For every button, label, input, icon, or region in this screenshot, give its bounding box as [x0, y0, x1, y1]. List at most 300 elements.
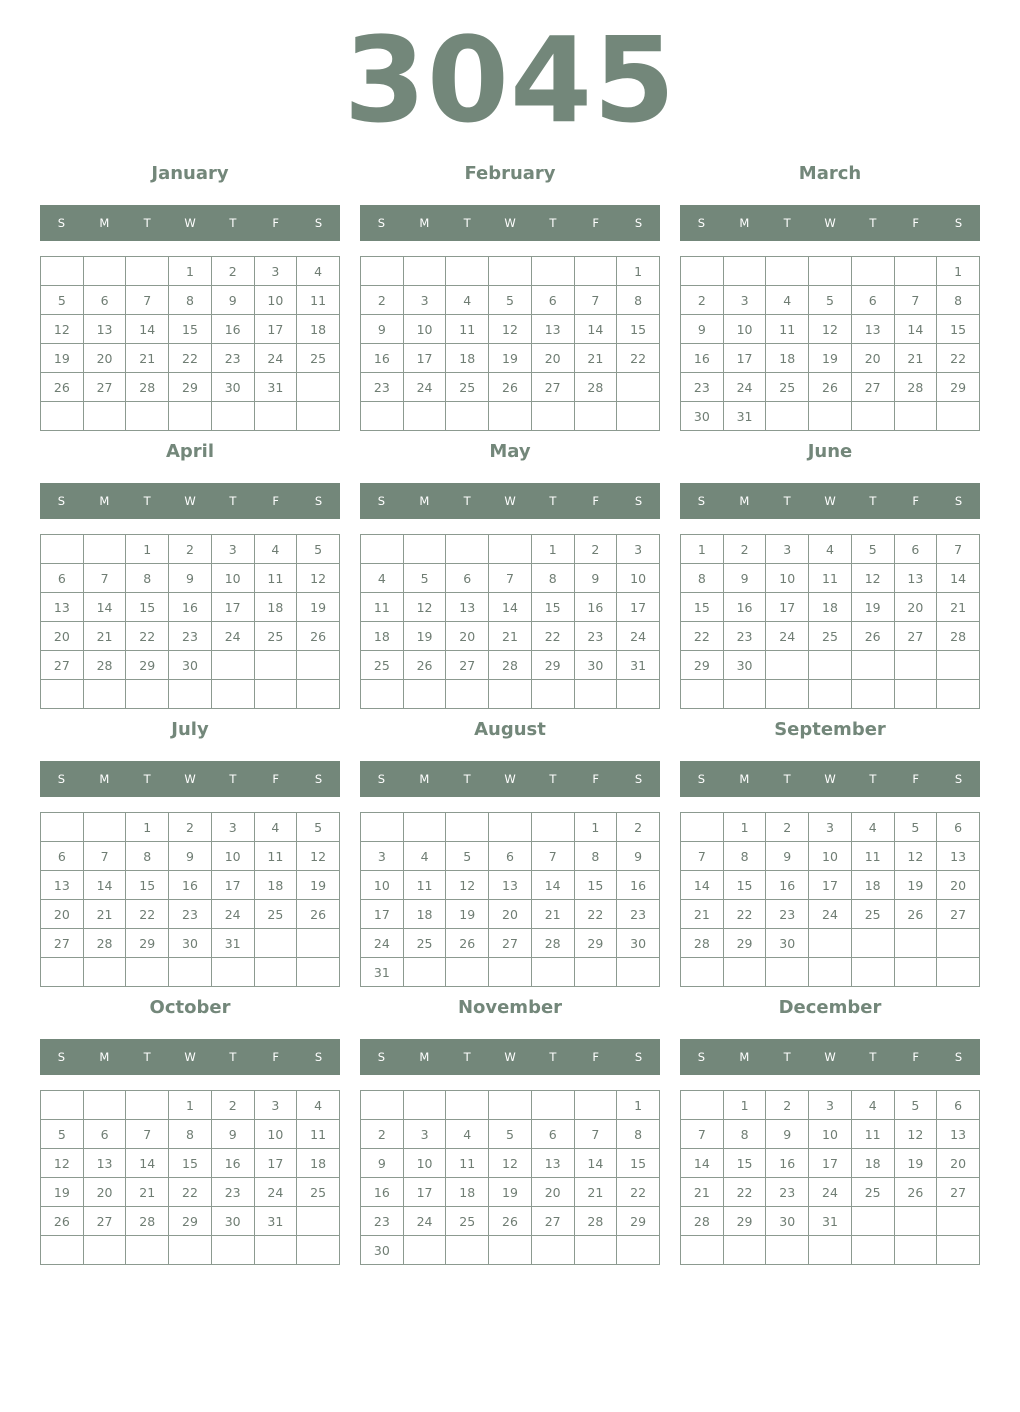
day-cell: 17: [809, 1149, 852, 1178]
week-row: [681, 651, 980, 680]
empty-cell: [403, 402, 446, 431]
empty-cell: [574, 680, 617, 709]
day-cell: 27: [937, 1178, 980, 1207]
month-title: March: [798, 163, 862, 184]
day-cell: 27: [851, 373, 894, 402]
day-cell: 15: [681, 593, 724, 622]
day-cell: 19: [297, 871, 340, 900]
week-row: [41, 564, 340, 593]
day-cell: 21: [681, 900, 724, 929]
day-cell: 15: [169, 1149, 212, 1178]
empty-cell: [297, 373, 340, 402]
empty-cell: [41, 680, 84, 709]
day-cell: 30: [574, 651, 617, 680]
day-cell: 22: [126, 900, 169, 929]
day-cell: 3: [403, 1120, 446, 1149]
weekday-label: W: [824, 216, 836, 230]
empty-cell: [254, 402, 297, 431]
day-cell: 26: [446, 929, 489, 958]
empty-cell: [361, 257, 404, 286]
day-cell: 25: [403, 929, 446, 958]
weekday-label: F: [912, 494, 920, 508]
day-cell: 11: [297, 286, 340, 315]
day-cell: 1: [937, 257, 980, 286]
empty-cell: [254, 1236, 297, 1265]
empty-cell: [446, 1091, 489, 1120]
weekday-label: S: [954, 494, 963, 508]
day-cell: 18: [766, 344, 809, 373]
weekday-label: S: [697, 494, 706, 508]
day-cell: 26: [809, 373, 852, 402]
week-row: [361, 564, 660, 593]
day-cell: 3: [723, 286, 766, 315]
empty-cell: [254, 929, 297, 958]
day-cell: 5: [851, 535, 894, 564]
day-cell: 12: [489, 1149, 532, 1178]
empty-cell: [937, 958, 980, 987]
week-row: [41, 813, 340, 842]
day-cell: 6: [446, 564, 489, 593]
weekday-label: W: [504, 772, 516, 786]
day-cell: 29: [574, 929, 617, 958]
day-cell: 11: [809, 564, 852, 593]
day-cell: 15: [126, 871, 169, 900]
weekday-label: S: [314, 772, 323, 786]
day-cell: 11: [446, 315, 489, 344]
day-cell: 9: [211, 286, 254, 315]
week-row: [41, 344, 340, 373]
day-cell: 3: [403, 286, 446, 315]
day-grid: [360, 534, 660, 709]
empty-cell: [809, 257, 852, 286]
day-cell: 14: [126, 1149, 169, 1178]
day-cell: 20: [41, 622, 84, 651]
weekday-label: S: [57, 216, 66, 230]
weekday-label: T: [549, 494, 557, 508]
day-cell: 4: [254, 535, 297, 564]
day-cell: 6: [489, 842, 532, 871]
day-cell: 3: [809, 813, 852, 842]
weekday-label: M: [419, 494, 430, 508]
empty-cell: [766, 402, 809, 431]
weekday-label: F: [272, 772, 280, 786]
week-row: [361, 373, 660, 402]
day-cell: 23: [211, 344, 254, 373]
day-cell: 22: [617, 344, 660, 373]
empty-cell: [126, 680, 169, 709]
day-cell: 12: [489, 315, 532, 344]
day-cell: 24: [723, 373, 766, 402]
week-row: [361, 1149, 660, 1178]
month-title: September: [774, 719, 886, 740]
day-cell: 8: [126, 564, 169, 593]
day-cell: 26: [489, 373, 532, 402]
weekday-label: S: [57, 1050, 66, 1064]
day-cell: 30: [681, 402, 724, 431]
week-row: [41, 402, 340, 431]
day-cell: 28: [574, 373, 617, 402]
day-cell: 7: [894, 286, 937, 315]
day-cell: 25: [809, 622, 852, 651]
weekday-label: S: [377, 1050, 386, 1064]
weekday-label: S: [377, 216, 386, 230]
day-cell: 28: [83, 929, 126, 958]
day-cell: 28: [126, 1207, 169, 1236]
day-cell: 25: [851, 1178, 894, 1207]
day-cell: 24: [809, 900, 852, 929]
day-cell: 25: [254, 900, 297, 929]
day-cell: 15: [531, 593, 574, 622]
day-cell: 16: [211, 1149, 254, 1178]
day-cell: 20: [531, 344, 574, 373]
empty-cell: [83, 1091, 126, 1120]
empty-cell: [446, 257, 489, 286]
day-cell: 24: [617, 622, 660, 651]
day-cell: 28: [894, 373, 937, 402]
weekday-label: F: [912, 1050, 920, 1064]
day-grid: [680, 812, 980, 987]
month-title: February: [464, 163, 556, 184]
empty-cell: [41, 257, 84, 286]
empty-cell: [41, 813, 84, 842]
empty-cell: [169, 402, 212, 431]
day-cell: 24: [403, 1207, 446, 1236]
week-row: [361, 651, 660, 680]
weekday-label: S: [954, 772, 963, 786]
day-cell: 17: [403, 344, 446, 373]
empty-cell: [211, 1236, 254, 1265]
day-cell: 24: [361, 929, 404, 958]
day-cell: 26: [297, 622, 340, 651]
empty-cell: [489, 402, 532, 431]
week-row: [681, 564, 980, 593]
weekday-label: S: [634, 216, 643, 230]
day-cell: 16: [169, 871, 212, 900]
day-cell: 24: [254, 344, 297, 373]
empty-cell: [723, 257, 766, 286]
week-row: [681, 344, 980, 373]
day-cell: 11: [446, 1149, 489, 1178]
day-cell: 10: [254, 1120, 297, 1149]
empty-cell: [169, 1236, 212, 1265]
empty-cell: [766, 257, 809, 286]
day-cell: 21: [894, 344, 937, 373]
day-cell: 22: [531, 622, 574, 651]
day-cell: 7: [937, 535, 980, 564]
day-cell: 3: [254, 1091, 297, 1120]
day-cell: 13: [937, 1120, 980, 1149]
empty-cell: [403, 1236, 446, 1265]
day-cell: 11: [254, 842, 297, 871]
day-cell: 18: [297, 1149, 340, 1178]
week-row: [681, 257, 980, 286]
day-cell: 7: [574, 286, 617, 315]
day-cell: 29: [723, 929, 766, 958]
day-cell: 29: [169, 373, 212, 402]
day-cell: 8: [126, 842, 169, 871]
day-cell: 13: [83, 1149, 126, 1178]
empty-cell: [446, 813, 489, 842]
week-row: [41, 1236, 340, 1265]
day-cell: 7: [531, 842, 574, 871]
day-cell: 4: [446, 286, 489, 315]
weekday-label: S: [377, 772, 386, 786]
empty-cell: [361, 813, 404, 842]
day-cell: 2: [169, 813, 212, 842]
weekday-label: F: [592, 494, 600, 508]
empty-cell: [361, 680, 404, 709]
empty-cell: [41, 958, 84, 987]
weekday-header: [360, 483, 660, 519]
day-cell: 28: [574, 1207, 617, 1236]
empty-cell: [489, 958, 532, 987]
empty-cell: [403, 257, 446, 286]
day-cell: 5: [489, 286, 532, 315]
day-cell: 30: [723, 651, 766, 680]
week-row: [681, 929, 980, 958]
week-row: [681, 958, 980, 987]
day-cell: 30: [766, 929, 809, 958]
day-cell: 13: [894, 564, 937, 593]
day-cell: 27: [531, 373, 574, 402]
day-cell: 24: [809, 1178, 852, 1207]
empty-cell: [489, 535, 532, 564]
day-cell: 25: [297, 1178, 340, 1207]
day-cell: 23: [169, 900, 212, 929]
day-cell: 31: [361, 958, 404, 987]
day-cell: 31: [254, 373, 297, 402]
week-row: [681, 622, 980, 651]
day-cell: 3: [254, 257, 297, 286]
day-cell: 19: [894, 1149, 937, 1178]
empty-cell: [851, 402, 894, 431]
empty-cell: [83, 813, 126, 842]
day-cell: 3: [766, 535, 809, 564]
day-grid: [40, 534, 340, 709]
day-cell: 24: [254, 1178, 297, 1207]
week-row: [41, 1149, 340, 1178]
empty-cell: [681, 257, 724, 286]
empty-cell: [211, 680, 254, 709]
day-cell: 29: [126, 929, 169, 958]
day-cell: 9: [361, 315, 404, 344]
day-cell: 21: [937, 593, 980, 622]
day-cell: 6: [41, 564, 84, 593]
day-cell: 14: [681, 871, 724, 900]
day-cell: 11: [851, 842, 894, 871]
empty-cell: [531, 1236, 574, 1265]
week-row: [41, 1207, 340, 1236]
weekday-label: T: [463, 1050, 471, 1064]
week-row: [41, 680, 340, 709]
weekday-label: W: [504, 494, 516, 508]
empty-cell: [809, 929, 852, 958]
weekday-label: M: [419, 1050, 430, 1064]
empty-cell: [403, 813, 446, 842]
day-cell: 21: [83, 622, 126, 651]
empty-cell: [723, 958, 766, 987]
empty-cell: [809, 651, 852, 680]
day-cell: 16: [361, 1178, 404, 1207]
month-title: June: [807, 441, 853, 462]
weekday-label: T: [463, 494, 471, 508]
day-cell: 16: [361, 344, 404, 373]
week-row: [681, 315, 980, 344]
day-cell: 5: [297, 535, 340, 564]
week-row: [41, 871, 340, 900]
empty-cell: [937, 680, 980, 709]
day-cell: 23: [574, 622, 617, 651]
empty-cell: [681, 680, 724, 709]
week-row: [41, 257, 340, 286]
day-cell: 20: [531, 1178, 574, 1207]
weekday-label: S: [57, 772, 66, 786]
empty-cell: [531, 402, 574, 431]
week-row: [681, 373, 980, 402]
day-cell: 27: [83, 1207, 126, 1236]
empty-cell: [446, 958, 489, 987]
empty-cell: [574, 958, 617, 987]
day-cell: 2: [574, 535, 617, 564]
empty-cell: [574, 1236, 617, 1265]
month-title: April: [165, 441, 215, 462]
weekday-label: F: [272, 216, 280, 230]
weekday-header: [40, 205, 340, 241]
day-cell: 22: [574, 900, 617, 929]
day-cell: 3: [809, 1091, 852, 1120]
empty-cell: [681, 1236, 724, 1265]
day-cell: 2: [211, 1091, 254, 1120]
day-cell: 27: [937, 900, 980, 929]
empty-cell: [446, 535, 489, 564]
day-cell: 16: [723, 593, 766, 622]
day-cell: 5: [446, 842, 489, 871]
day-cell: 8: [723, 842, 766, 871]
empty-cell: [446, 1236, 489, 1265]
day-cell: 25: [361, 651, 404, 680]
weekday-label: F: [592, 772, 600, 786]
day-cell: 14: [489, 593, 532, 622]
day-cell: 4: [297, 257, 340, 286]
day-cell: 31: [723, 402, 766, 431]
empty-cell: [851, 257, 894, 286]
day-cell: 28: [681, 1207, 724, 1236]
day-cell: 4: [403, 842, 446, 871]
day-cell: 5: [403, 564, 446, 593]
day-cell: 11: [297, 1120, 340, 1149]
day-cell: 8: [617, 286, 660, 315]
day-cell: 17: [211, 593, 254, 622]
empty-cell: [361, 535, 404, 564]
empty-cell: [894, 402, 937, 431]
week-row: [361, 680, 660, 709]
day-cell: 30: [211, 373, 254, 402]
weekday-header: [680, 1039, 980, 1075]
day-cell: 17: [617, 593, 660, 622]
weekday-label: T: [463, 772, 471, 786]
day-cell: 19: [851, 593, 894, 622]
day-cell: 23: [617, 900, 660, 929]
day-cell: 10: [766, 564, 809, 593]
day-cell: 13: [531, 315, 574, 344]
weekday-label: M: [99, 216, 110, 230]
day-cell: 8: [574, 842, 617, 871]
weekday-label: T: [143, 494, 151, 508]
empty-cell: [809, 1236, 852, 1265]
empty-cell: [809, 680, 852, 709]
day-cell: 15: [617, 315, 660, 344]
day-cell: 28: [489, 651, 532, 680]
day-cell: 6: [41, 842, 84, 871]
empty-cell: [403, 680, 446, 709]
day-cell: 7: [83, 842, 126, 871]
empty-cell: [169, 680, 212, 709]
day-cell: 17: [254, 1149, 297, 1178]
day-cell: 6: [937, 813, 980, 842]
day-cell: 5: [297, 813, 340, 842]
day-cell: 16: [766, 1149, 809, 1178]
day-cell: 10: [809, 842, 852, 871]
empty-cell: [894, 680, 937, 709]
day-cell: 30: [211, 1207, 254, 1236]
day-cell: 30: [169, 929, 212, 958]
day-cell: 16: [574, 593, 617, 622]
week-row: [361, 1178, 660, 1207]
day-cell: 26: [41, 373, 84, 402]
weekday-label: S: [634, 1050, 643, 1064]
day-cell: 8: [531, 564, 574, 593]
day-cell: 27: [531, 1207, 574, 1236]
day-cell: 7: [126, 1120, 169, 1149]
day-cell: 23: [766, 900, 809, 929]
day-cell: 19: [297, 593, 340, 622]
week-row: [681, 1149, 980, 1178]
weekday-header: [680, 761, 980, 797]
empty-cell: [211, 958, 254, 987]
empty-cell: [723, 1236, 766, 1265]
day-cell: 12: [894, 1120, 937, 1149]
day-cell: 4: [361, 564, 404, 593]
day-cell: 10: [254, 286, 297, 315]
day-cell: 31: [254, 1207, 297, 1236]
week-row: [361, 622, 660, 651]
week-row: [361, 1236, 660, 1265]
empty-cell: [937, 1236, 980, 1265]
day-cell: 26: [851, 622, 894, 651]
weekday-label: S: [314, 494, 323, 508]
day-cell: 23: [361, 373, 404, 402]
day-grid: [360, 256, 660, 431]
week-row: [41, 593, 340, 622]
day-cell: 13: [531, 1149, 574, 1178]
empty-cell: [254, 680, 297, 709]
empty-cell: [254, 651, 297, 680]
day-cell: 1: [574, 813, 617, 842]
weekday-label: W: [824, 494, 836, 508]
day-cell: 15: [617, 1149, 660, 1178]
day-cell: 8: [169, 286, 212, 315]
day-cell: 10: [809, 1120, 852, 1149]
empty-cell: [766, 680, 809, 709]
day-cell: 14: [126, 315, 169, 344]
weekday-label: M: [99, 772, 110, 786]
day-cell: 19: [403, 622, 446, 651]
empty-cell: [617, 958, 660, 987]
month-title: July: [171, 719, 209, 740]
empty-cell: [126, 1236, 169, 1265]
day-cell: 12: [851, 564, 894, 593]
weekday-label: T: [229, 1050, 237, 1064]
